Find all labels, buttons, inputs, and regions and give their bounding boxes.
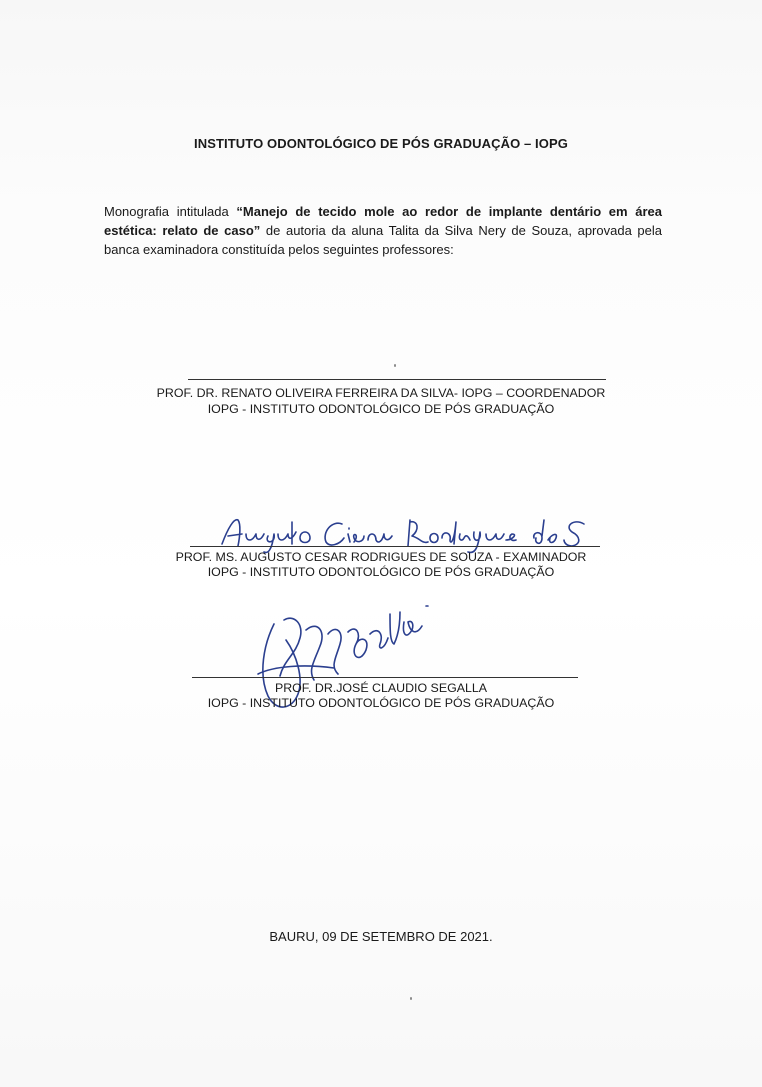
approval-statement — [104, 202, 662, 259]
institute-heading: INSTITUTO ODONTOLÓGICO DE PÓS GRADUAÇÃO – IOPG — [194, 136, 568, 151]
signature-line-3 — [192, 677, 578, 678]
examiner-1-institution: IOPG - INSTITUTO ODONTOLÓGICO DE PÓS GRADUAÇÃO — [207, 402, 555, 416]
scan-speck — [410, 997, 412, 1000]
examiner-2-name: PROF. MS. AUGUSTO CESAR RODRIGUES DE SOUZA - EXAMINADOR — [175, 550, 587, 564]
intro-continuation: de autoria da aluna Talita da Silva Nery de Souza, aprovada pela banca examinadora constituída pelos seguintes professores: — [104, 223, 662, 257]
signature-line-2 — [190, 546, 600, 547]
examiner-3-name: PROF. DR.JOSÉ CLAUDIO SEGALLA — [274, 681, 488, 695]
examiner-1-name: PROF. DR. RENATO OLIVEIRA FERREIRA DA SILVA- IOPG – COORDENADOR — [156, 386, 606, 400]
monograph-title: “Manejo de tecido mole ao redor de implante dentário em área estética: relato de caso” — [104, 204, 662, 238]
examiner-3-institution: IOPG - INSTITUTO ODONTOLÓGICO DE PÓS GRADUAÇÃO — [207, 696, 555, 710]
scan-speck — [394, 364, 396, 367]
signature-line-1 — [188, 379, 606, 380]
examiner-2-institution: IOPG - INSTITUTO ODONTOLÓGICO DE PÓS GRADUAÇÃO — [207, 565, 555, 579]
intro-prefix: Monografia intitulada — [104, 204, 237, 219]
city-date: BAURU, 09 DE SETEMBRO DE 2021. — [269, 929, 493, 944]
